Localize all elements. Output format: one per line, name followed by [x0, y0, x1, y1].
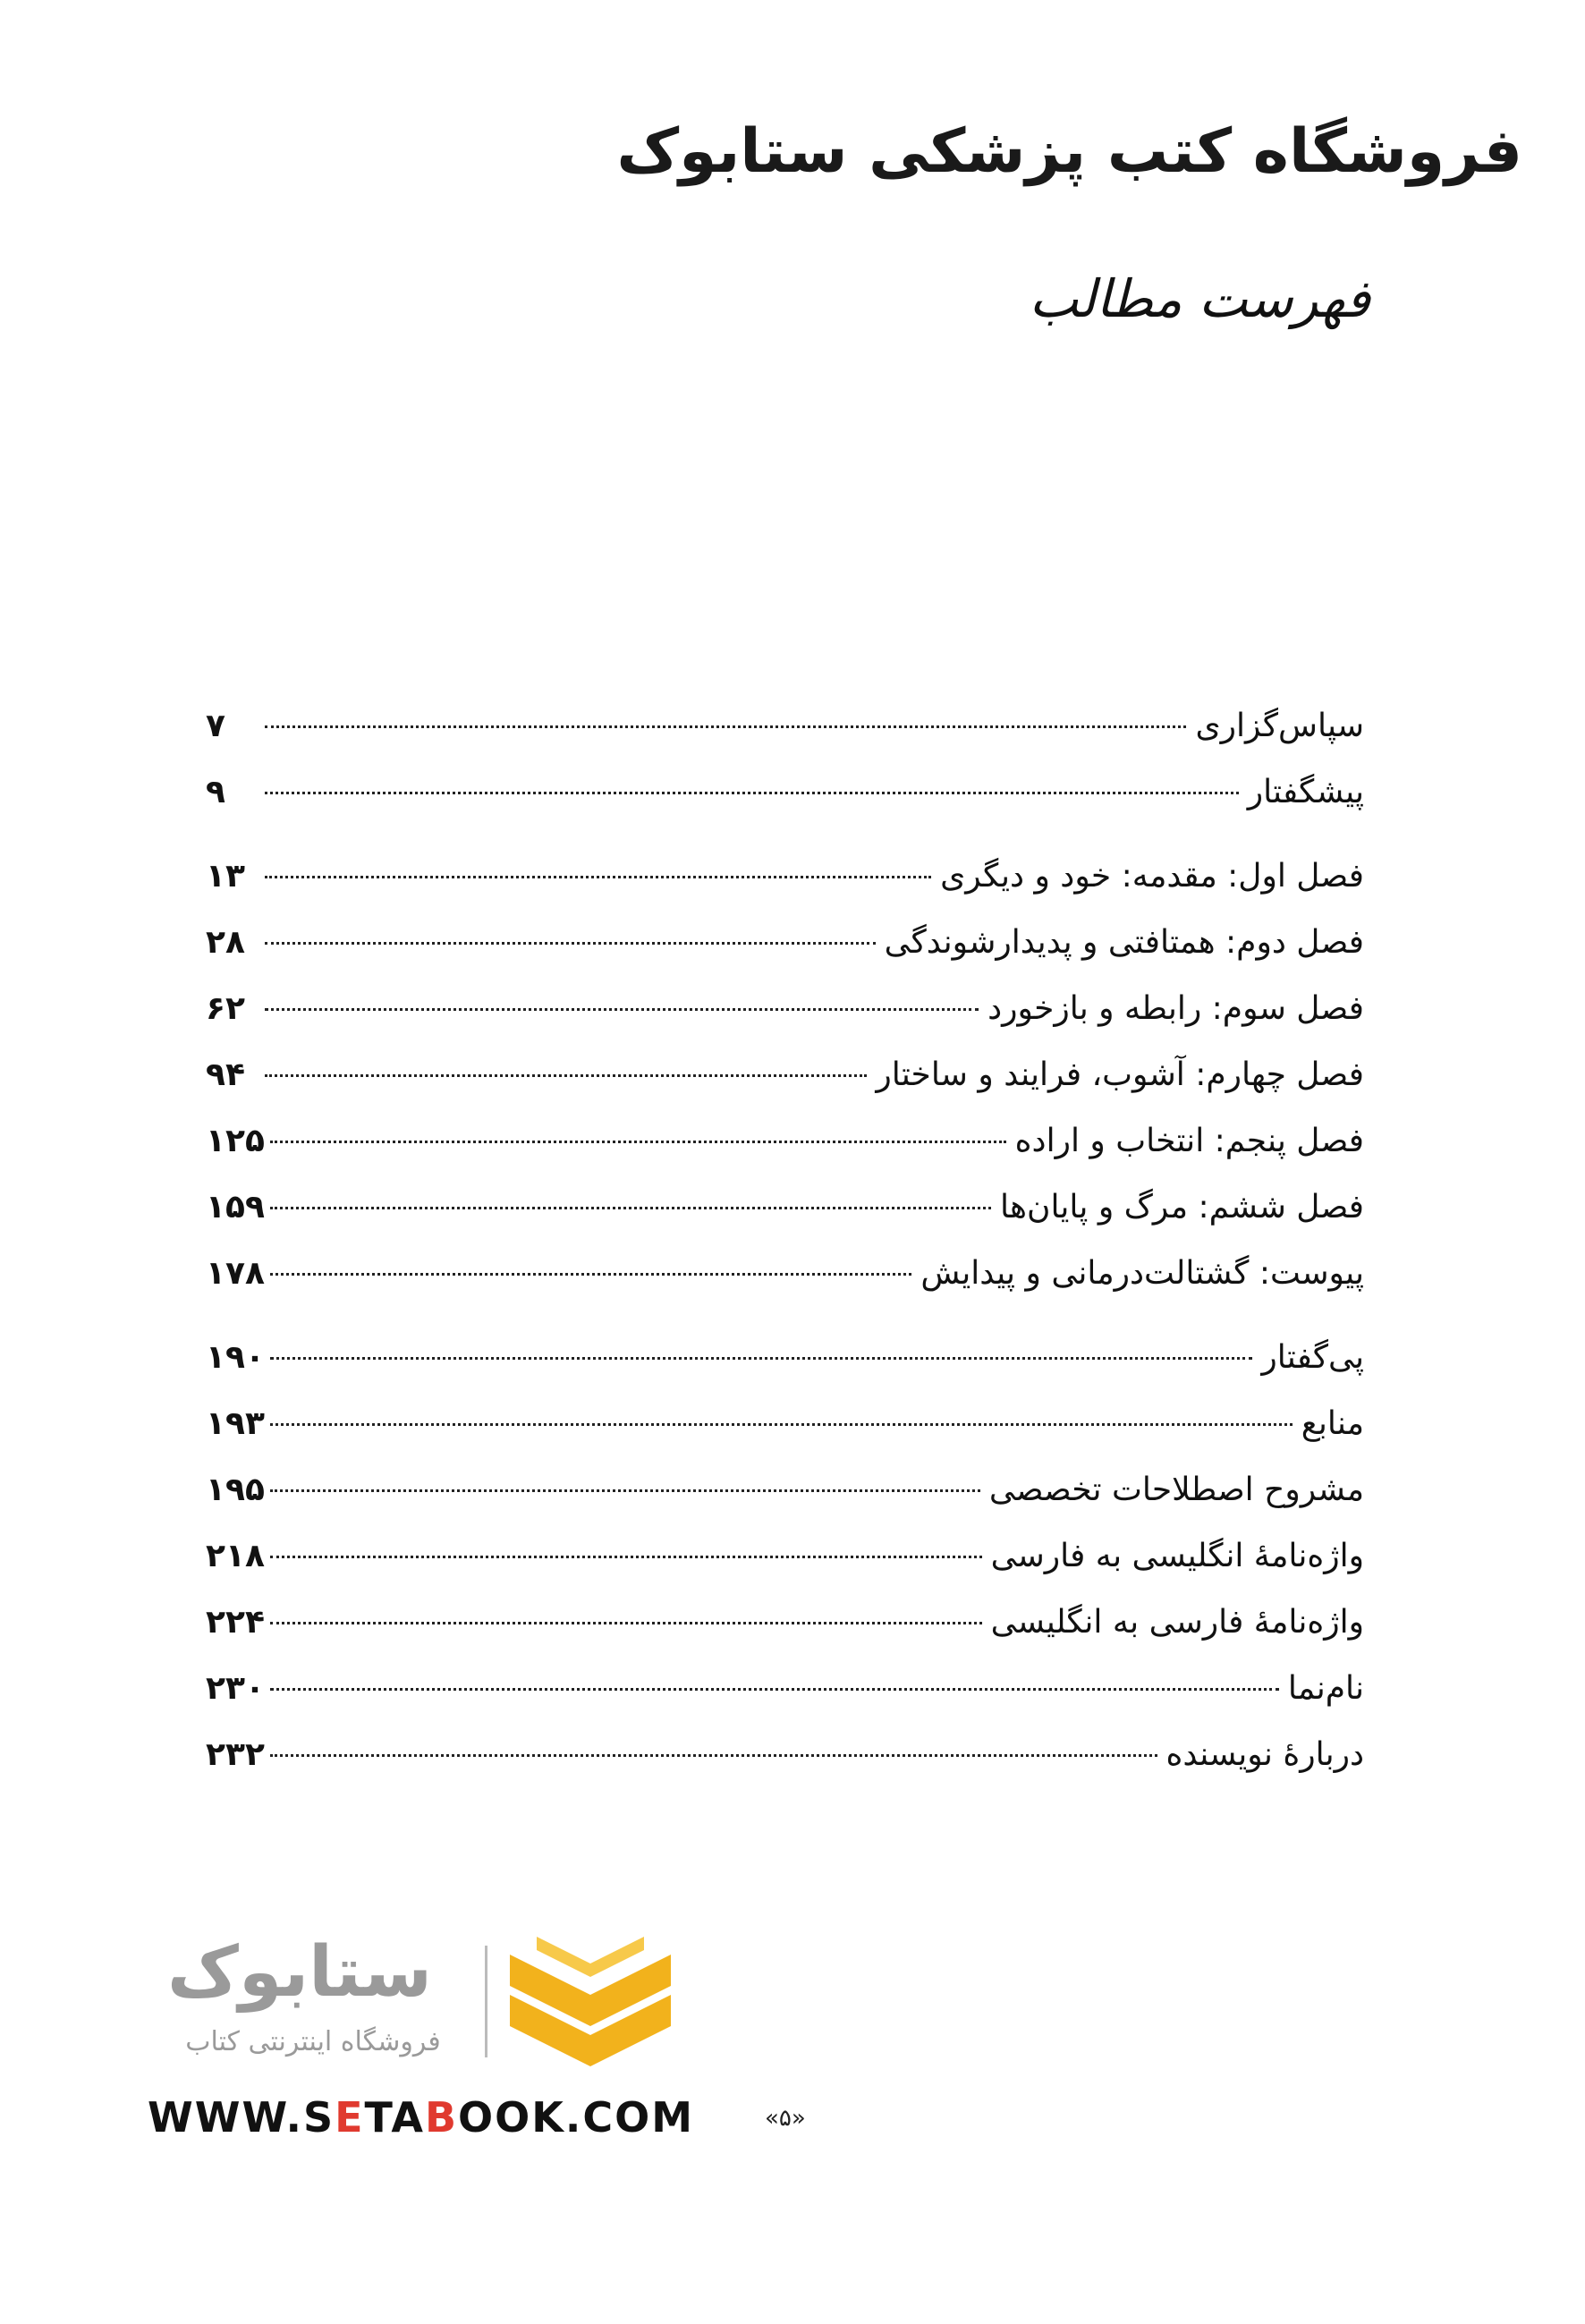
toc-entry-label: فصل ششم: مرگ و پایان‌ها	[1000, 1189, 1364, 1226]
toc-entry[interactable]	[206, 1175, 1364, 1241]
toc-entry[interactable]	[206, 1457, 1364, 1523]
toc-entry-label: فصل دوم: همتافتی و پدیدارشوندگی	[884, 924, 1364, 961]
toc-entry[interactable]	[206, 1108, 1364, 1175]
toc-entry-page: ۲۱۸	[206, 1538, 265, 1574]
url-prefix: WWW.S	[148, 2093, 335, 2142]
toc-entry-label: فصل سوم: رابطه و بازخورد	[987, 990, 1364, 1027]
toc-entry[interactable]	[206, 844, 1364, 910]
toc-entry-label: فصل چهارم: آشوب، فرایند و ساختار	[876, 1056, 1364, 1093]
toc-entry-page: ۲۸	[206, 924, 245, 961]
toc-dot-leader	[270, 1688, 1279, 1691]
toc-entry[interactable]	[206, 1042, 1364, 1108]
toc-dot-leader	[270, 1207, 991, 1209]
toc-entry[interactable]	[206, 1590, 1364, 1656]
toc-entry-page: ۱۹۰	[206, 1339, 265, 1376]
toc-entry-label: فصل اول: مقدمه: خود و دیگری	[940, 858, 1364, 895]
toc-dot-leader	[270, 1357, 1252, 1360]
toc-entry[interactable]	[206, 1391, 1364, 1457]
toc-entry-page: ۶۲	[206, 990, 245, 1027]
logo-wordmark	[125, 1928, 474, 2017]
toc-dot-leader	[265, 725, 1186, 728]
toc-dot-leader	[270, 1556, 982, 1558]
toc-dot-leader	[265, 792, 1239, 794]
toc-entry[interactable]	[206, 1722, 1364, 1788]
book-chevron-icon	[501, 1928, 680, 2089]
logo-wordmark-text: ستابوک	[167, 1932, 432, 2013]
url-accent-b: B	[424, 2093, 458, 2142]
toc-entry-label: واژه‌نامۀ انگلیسی به فارسی	[990, 1538, 1364, 1574]
toc-entry-page: ۲۲۴	[206, 1604, 265, 1641]
toc-entry-page: ۱۷۸	[206, 1255, 265, 1292]
setabook-logo	[125, 1928, 680, 2089]
toc-entry-page: ۱۳	[206, 858, 245, 895]
toc-dot-leader	[270, 1273, 911, 1276]
toc-dot-leader	[270, 1754, 1157, 1757]
toc-entry-label: مشروح اصطلاحات تخصصی	[988, 1472, 1364, 1508]
toc-entry[interactable]	[206, 693, 1364, 759]
toc-dot-leader	[270, 1423, 1293, 1426]
toc-entry-label: منابع	[1301, 1405, 1364, 1442]
toc-dot-leader	[265, 876, 931, 878]
toc-entry-label: فصل پنجم: انتخاب و اراده	[1014, 1123, 1364, 1159]
toc-entry-page: ۱۹۳	[206, 1405, 265, 1442]
toc-entry-page: ۱۲۵	[206, 1123, 265, 1159]
toc-entry-label: پی‌گفتار	[1261, 1339, 1364, 1376]
toc-entry-page: ۲۳۲	[206, 1736, 265, 1773]
toc-entry-label: پیوست: گشتالت‌درمانی و پیدایش	[920, 1255, 1364, 1292]
toc-dot-leader	[265, 1074, 867, 1077]
toc-entry[interactable]	[206, 1523, 1364, 1590]
store-header: فروشگاه کتب پزشکی ستابوک	[616, 116, 1522, 187]
toc-title: فهرست مطالب	[1029, 268, 1370, 329]
toc-dot-leader	[270, 1489, 980, 1492]
url-accent-e: E	[335, 2093, 365, 2142]
toc-entry[interactable]	[206, 910, 1364, 976]
toc-entry-page: ۹۴	[206, 1056, 245, 1093]
toc-entry[interactable]	[206, 1656, 1364, 1722]
toc-entry[interactable]	[206, 1241, 1364, 1307]
toc-entry-page: ۹	[206, 774, 225, 810]
page-number: «۵»	[765, 2105, 806, 2132]
url-mid: TA	[364, 2093, 425, 2142]
toc-dot-leader	[270, 1622, 982, 1624]
toc-entry-label: دربارۀ نویسنده	[1165, 1736, 1364, 1773]
toc-entry-page: ۷	[206, 708, 225, 744]
toc-dot-leader	[270, 1141, 1006, 1143]
toc-entry-page: ۲۳۰	[206, 1670, 265, 1707]
url-suffix: OOK.COM	[458, 2093, 694, 2142]
toc-list	[206, 693, 1364, 1788]
toc-entry[interactable]	[206, 976, 1364, 1042]
site-url[interactable]	[148, 2093, 694, 2142]
toc-entry[interactable]	[206, 759, 1364, 826]
toc-entry-label: سپاس‌گزاری	[1195, 708, 1364, 744]
toc-entry-page: ۱۵۹	[206, 1189, 265, 1226]
logo-divider	[485, 1946, 487, 2057]
toc-entry[interactable]	[206, 1325, 1364, 1391]
toc-entry-label: واژه‌نامۀ فارسی به انگلیسی	[990, 1604, 1364, 1641]
toc-entry-label: پیشگفتار	[1247, 774, 1364, 810]
toc-entry-page: ۱۹۵	[206, 1472, 265, 1508]
logo-subtitle: فروشگاه اینترنتی کتاب	[185, 2026, 441, 2057]
toc-entry-label: نام‌نما	[1287, 1670, 1364, 1707]
toc-dot-leader	[265, 1008, 979, 1011]
toc-dot-leader	[265, 942, 876, 945]
